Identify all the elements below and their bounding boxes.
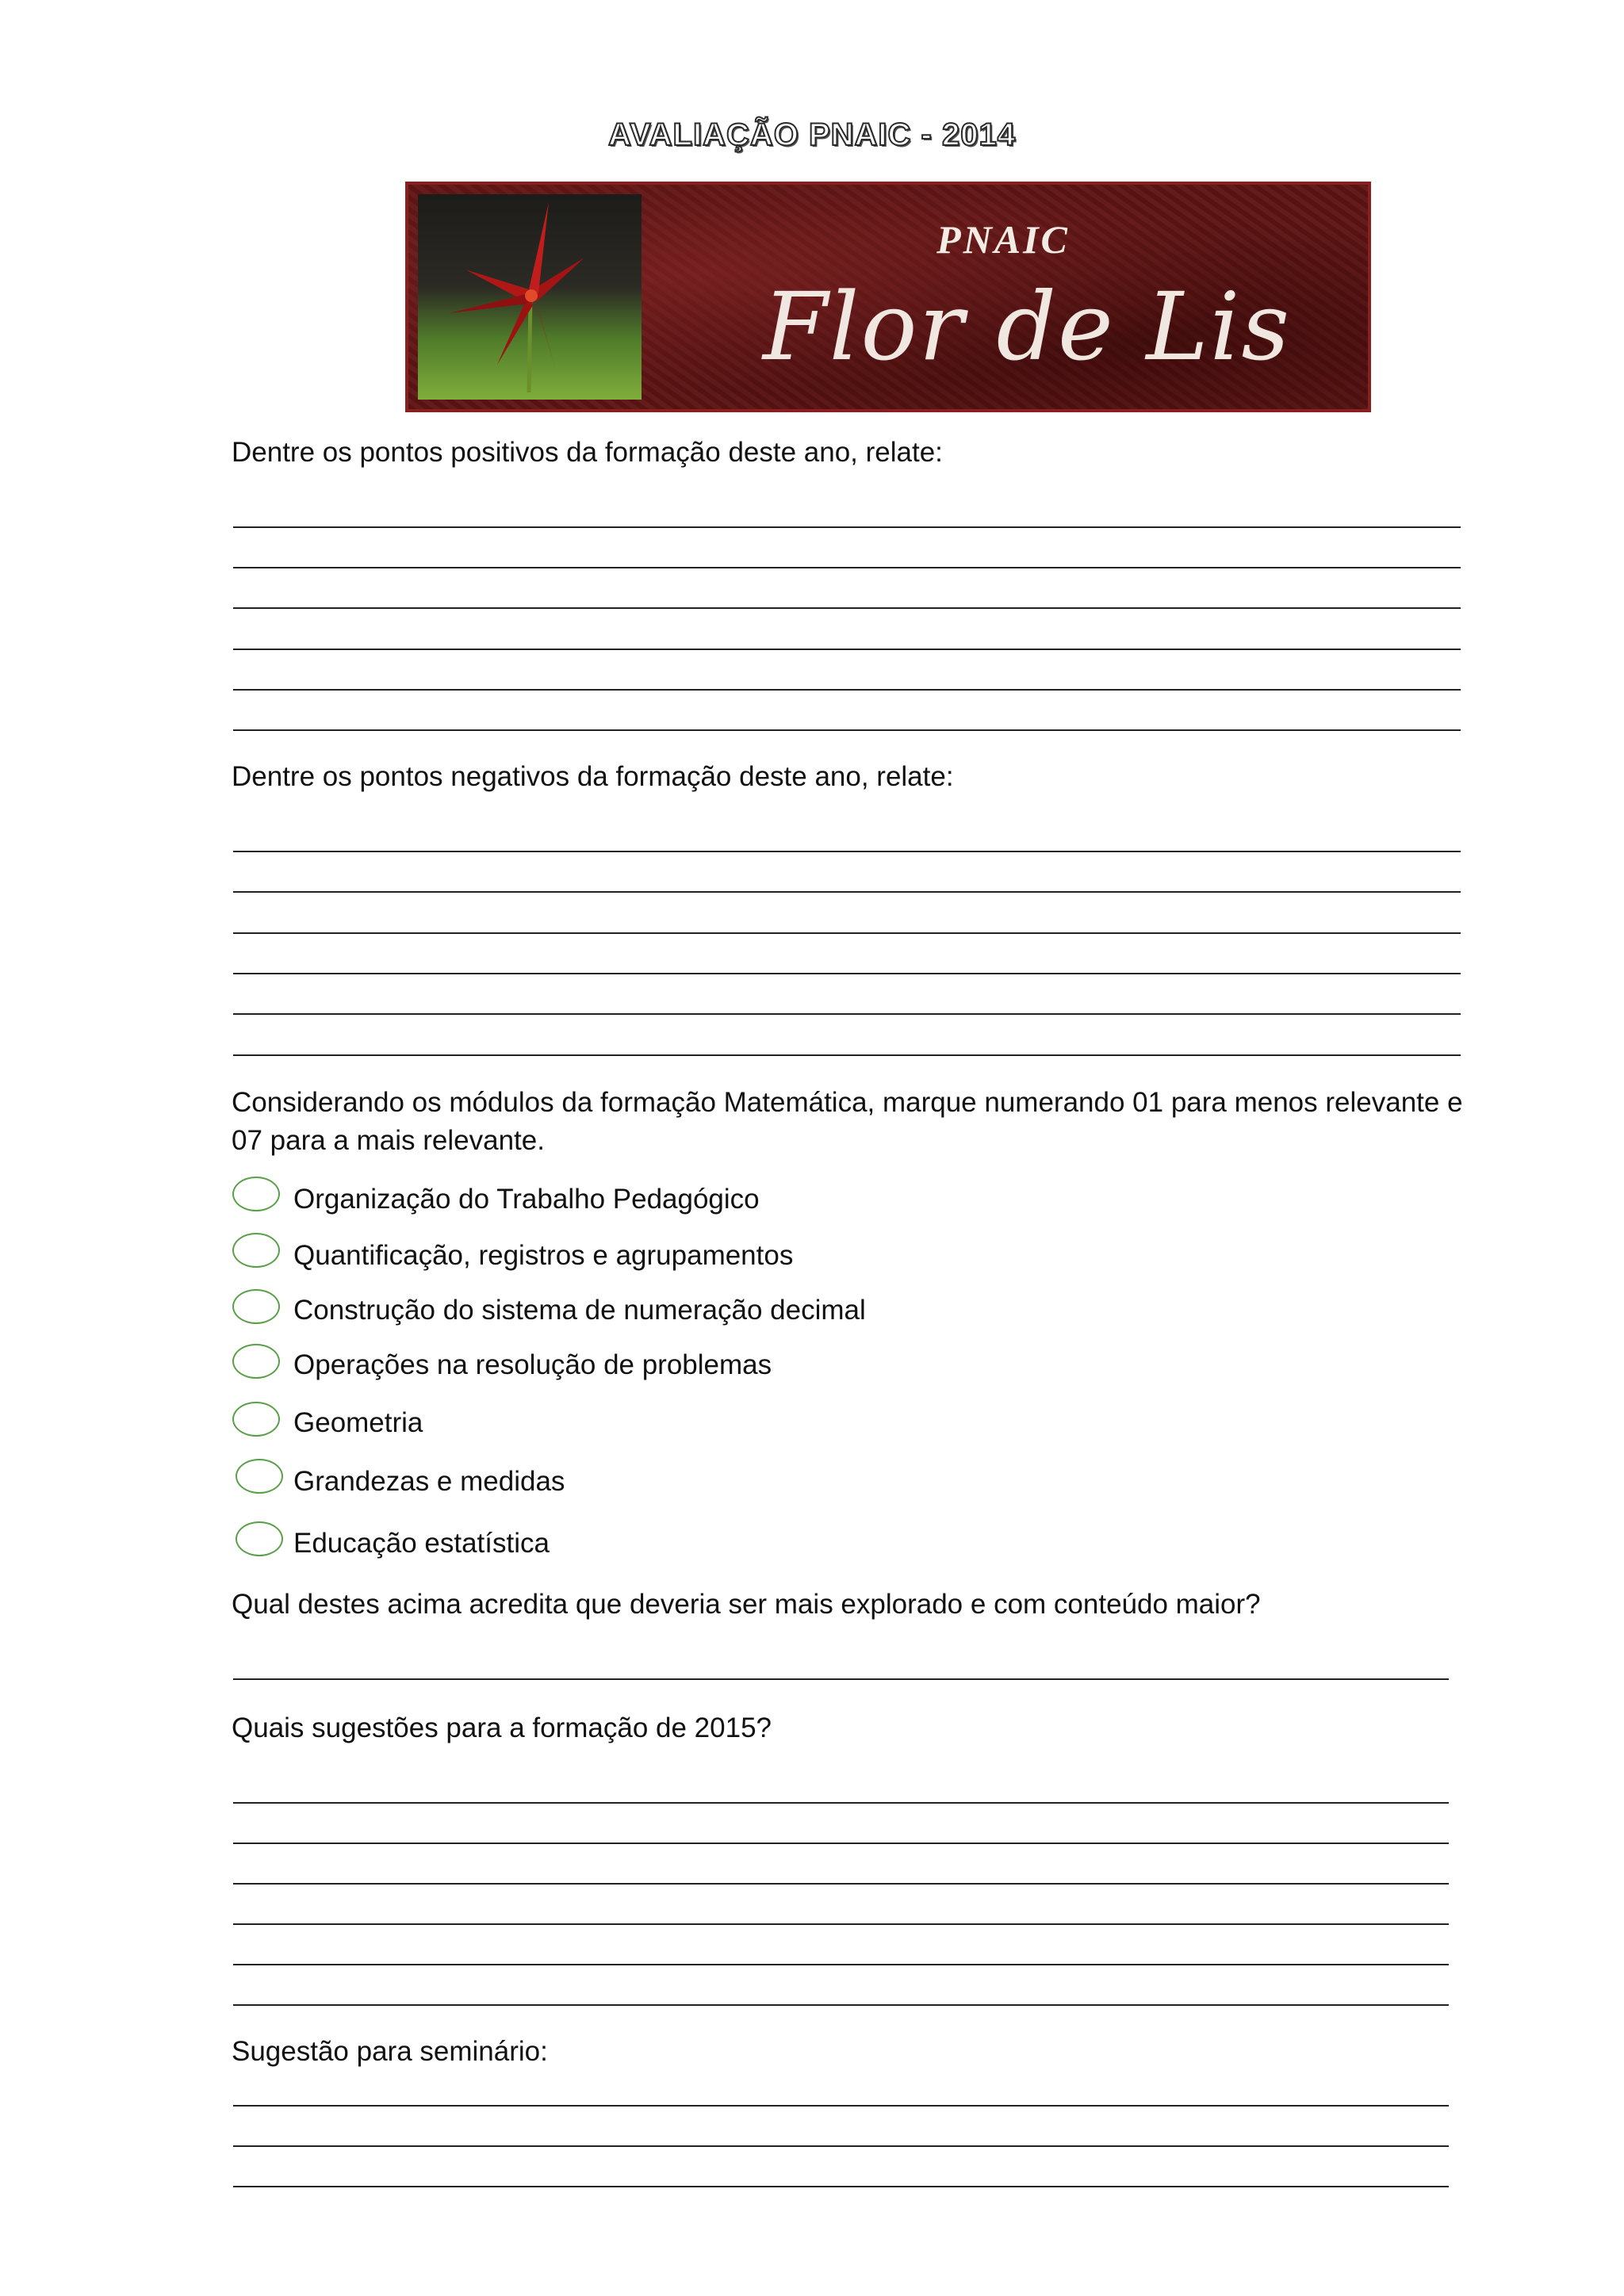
rank-input-circle[interactable] (232, 1344, 280, 1379)
answer-line[interactable] (233, 2004, 1449, 2006)
answer-line[interactable] (233, 1923, 1449, 1925)
module-label: Geometria (293, 1407, 423, 1438)
question-negative: Dentre os pontos negativos da formação deste ano, relate: (232, 761, 954, 792)
module-label: Quantificação, registros e agrupamentos (293, 1240, 794, 1271)
question-explore: Qual destes acima acredita que deveria ser mais explorado e com conteúdo maior? (232, 1589, 1261, 1620)
answer-line[interactable] (233, 1883, 1449, 1885)
answer-line[interactable] (233, 1054, 1461, 1056)
answer-line[interactable] (233, 649, 1461, 650)
answer-line[interactable] (233, 1843, 1449, 1844)
answer-line[interactable] (233, 973, 1461, 974)
rank-input-circle[interactable] (232, 1402, 280, 1437)
answer-line[interactable] (233, 567, 1461, 568)
rank-input-circle[interactable] (236, 1459, 283, 1494)
rank-input-circle[interactable] (232, 1233, 280, 1268)
answer-line[interactable] (233, 2145, 1449, 2147)
module-label: Educação estatística (293, 1528, 550, 1559)
answer-line[interactable] (233, 1678, 1449, 1680)
rank-input-circle[interactable] (232, 1177, 280, 1211)
answer-line[interactable] (233, 526, 1461, 528)
answer-line[interactable] (233, 689, 1461, 691)
question-seminar: Sugestão para seminário: (232, 2036, 548, 2067)
module-label: Construção do sistema de numeração decimal (293, 1295, 866, 1326)
answer-line[interactable] (233, 1964, 1449, 1965)
question-modules: Considerando os módulos da formação Matemática, marque numerando 01 para menos relevante e 07 para a mais relevante. (232, 1087, 1463, 1156)
banner-name: Flor de Lis (762, 272, 1292, 381)
lily-flower-image (418, 194, 642, 400)
answer-line[interactable] (233, 729, 1461, 731)
question-positive: Dentre os pontos positivos da formação deste ano, relate: (232, 437, 943, 468)
module-label: Organização do Trabalho Pedagógico (293, 1184, 760, 1215)
module-label: Grandezas e medidas (293, 1466, 565, 1497)
answer-line[interactable] (233, 1013, 1461, 1015)
answer-line[interactable] (233, 891, 1461, 893)
answer-line[interactable] (233, 607, 1461, 609)
answer-line[interactable] (233, 2105, 1449, 2107)
answer-line[interactable] (233, 932, 1461, 934)
rank-input-circle[interactable] (232, 1289, 280, 1324)
page-title: AVALIAÇÃO PNAIC - 2014 (608, 117, 1016, 152)
banner-program: PNAIC (936, 217, 1070, 262)
answer-line[interactable] (233, 1802, 1449, 1804)
rank-input-circle[interactable] (236, 1521, 283, 1556)
answer-line[interactable] (233, 851, 1461, 852)
module-label: Operações na resolução de problemas (293, 1349, 772, 1380)
answer-line[interactable] (233, 2186, 1449, 2187)
banner-logo (405, 182, 1371, 412)
question-suggestions: Quais sugestões para a formação de 2015? (232, 1712, 772, 1743)
